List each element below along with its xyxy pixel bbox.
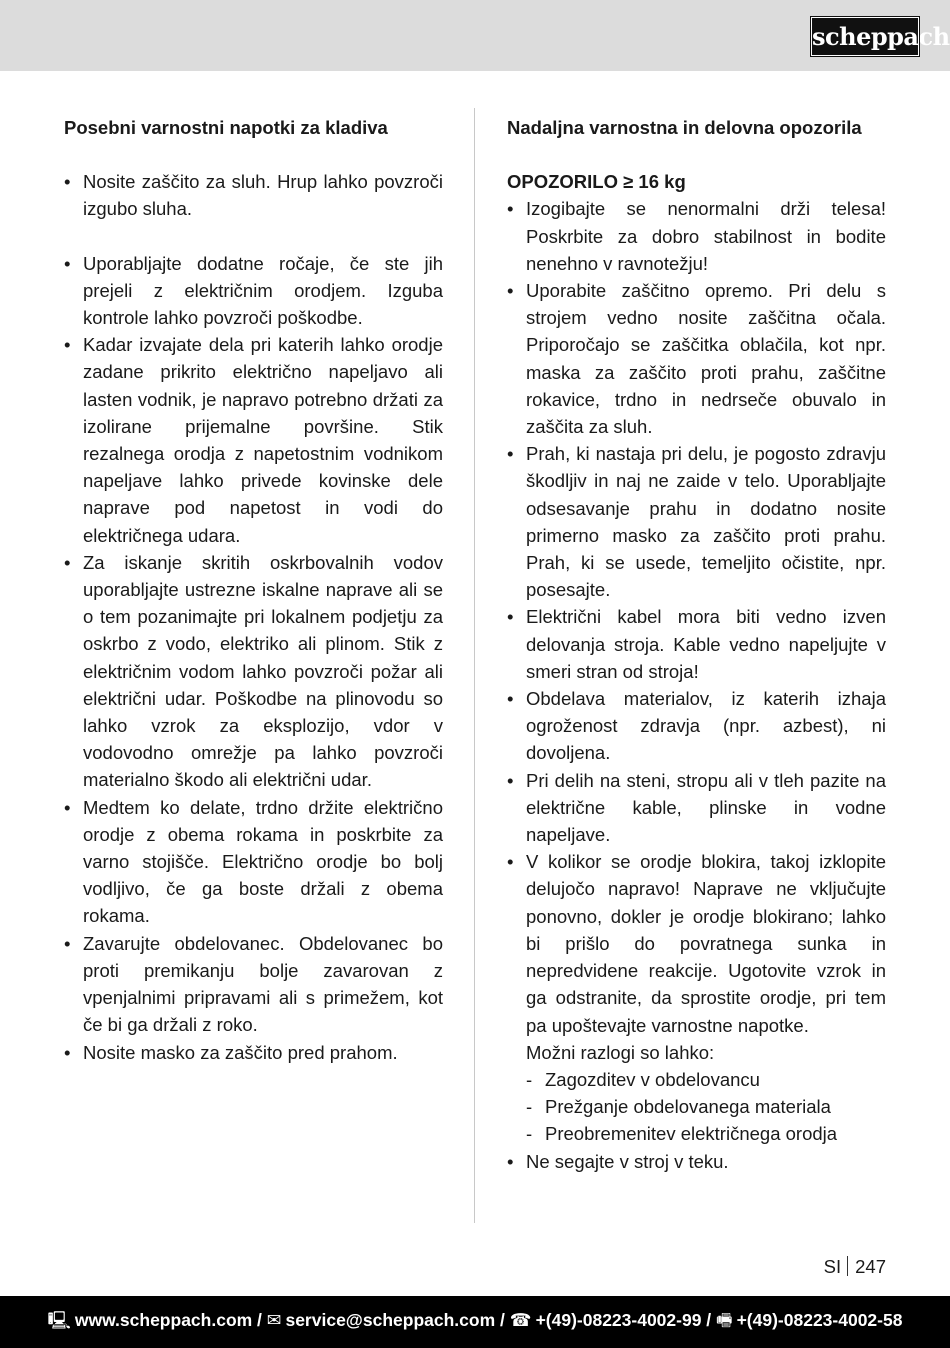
reason-item: - Preobremenitev električnega orodja [526, 1120, 886, 1147]
list-item: • Električni kabel mora biti vedno izven delovanja stroja. Kable vedno napeljujte v smeri stran od stroja! [507, 603, 886, 685]
computer-icon: 🖳 [47, 1310, 71, 1330]
right-heading: Nadaljna varnostna in delovna opozorila [507, 117, 862, 138]
left-heading: Posebni varnostni napotki za kladiva [64, 117, 388, 138]
page-number-value: 247 [855, 1256, 886, 1277]
list-item: • Ne segajte v stroj v teku. [507, 1148, 886, 1175]
phone-icon: ☎ [509, 1310, 532, 1330]
list-item: • Prah, ki nastaja pri delu, je pogosto zdravju škodljiv in naj ne zaide v telo. Uporabljajte odsesavanje prahu in dodatno nosite primerno masko za zaščito proti prahu. Prah, ki se usede, temeljito očistite, npr. posesajte. [507, 440, 886, 603]
left-list [64, 168, 443, 1066]
list-item: • Uporabljajte dodatne ročaje, če ste jih prejeli z električnim orodjem. Izguba kontrole lahko povzroči poškodbe. [64, 250, 443, 332]
header-bar [0, 0, 950, 71]
list-item: • Izogibajte se nenormalni drži telesa! Poskrbite za dobro stabilnost in bodite nenehno v ravnotežju! [507, 195, 886, 277]
footer-web-link[interactable]: www.scheppach.com / [74, 1310, 262, 1330]
footer-email-link[interactable]: service@scheppach.com / [285, 1310, 505, 1330]
warning-heading: OPOZORILO ≥ 16 kg [507, 171, 686, 193]
list-item: • Kadar izvajate dela pri katerih lahko orodje zadane prikrito električno napeljavo ali lasten vodnik, je napravo potrebno držati za izolirane prijemalne površine. Stik rezalnega orodja z napetostnim vodnikom napeljave lahko privede kovinske dele naprave pod napetost in vodi do električnega udara. [64, 331, 443, 549]
reason-item: - Prežganje obdelovanega materiala [526, 1093, 886, 1120]
list-item: • Zavarujte obdelovanec. Obdelovanec bo proti premikanju bolje zavarovan z vpenjalnimi pripravami ali s primežem, kot če bi ga držali z roko. [64, 930, 443, 1039]
footer-phone: +(49)-08223-4002-99 / [535, 1310, 712, 1330]
list-item: • Za iskanje skritih oskrbovalnih vodov uporabljajte ustrezne iskalne naprave ali se o tem pozanimajte pri lokalnem podjetju za oskrbo z vodo, elektriko ali plinom. Stik z električnim vodom lahko povzroči požar ali električni udar. Poškodbe na plinovodu so lahko vzrok za eksplozijo, vdor v vodovodno omrežje pa lahko povzroči materialno škodo ali električni udar. [64, 549, 443, 794]
page-number [824, 1256, 886, 1278]
footer-fax: +(49)-08223-4002-58 [736, 1310, 903, 1330]
reason-item: - Zagozditev v obdelovancu [526, 1066, 886, 1093]
column-divider [474, 108, 475, 1223]
scheppach-logo: scheppach [811, 17, 919, 56]
blocked-tool-text: V kolikor se orodje blokira, takoj izklopite delujočo napravo! Naprave ne vključujte ponovno, dokler je orodje blokirano; lahko bi prišlo do povratnega sunka in nepredvidene reakcije. Ugotovite vzrok in ga odstranite, da sprostite orodje, pri tem pa upoštevajte varnostne napotke. [526, 851, 886, 1036]
reasons-list [526, 1066, 886, 1148]
footer-bar [0, 1296, 950, 1348]
right-column [507, 114, 886, 1175]
reasons-intro: Možni razlogi so lahko: [526, 1041, 715, 1063]
list-item-blocked-tool [507, 848, 886, 1147]
list-item: • Pri delih na steni, stropu ali v tleh pazite na električne kable, plinske in vodne napeljave. [507, 767, 886, 849]
email-icon: ✉ [266, 1310, 282, 1330]
fax-icon: 🖷 [716, 1310, 733, 1330]
list-item: • Nosite masko za zaščito pred prahom. [64, 1039, 443, 1066]
list-item: • Uporabite zaščitno opremo. Pri delu s strojem vedno nosite zaščitna očala. Priporočajo se zaščitka oblačila, kot npr. maska za zaščito proti prahu, zaščitne rokavice, trdno in nedrseče obuvalo in zaščita za sluh. [507, 277, 886, 440]
list-item: • Obdelava materialov, iz katerih izhaja ogroženost zdravja (npr. azbest), ni dovoljena. [507, 685, 886, 767]
language-code: SI [823, 1256, 842, 1277]
list-item: • Medtem ko delate, trdno držite električno orodje z obema rokama in poskrbite za varno stojišče. Električno orodje bo bolj vodljivo, če ga boste držali z obema rokama. [64, 794, 443, 930]
list-item: • Nosite zaščito za sluh. Hrup lahko povzroči izgubo sluha. [64, 168, 443, 222]
right-list [507, 195, 886, 1174]
left-column [64, 114, 443, 1066]
